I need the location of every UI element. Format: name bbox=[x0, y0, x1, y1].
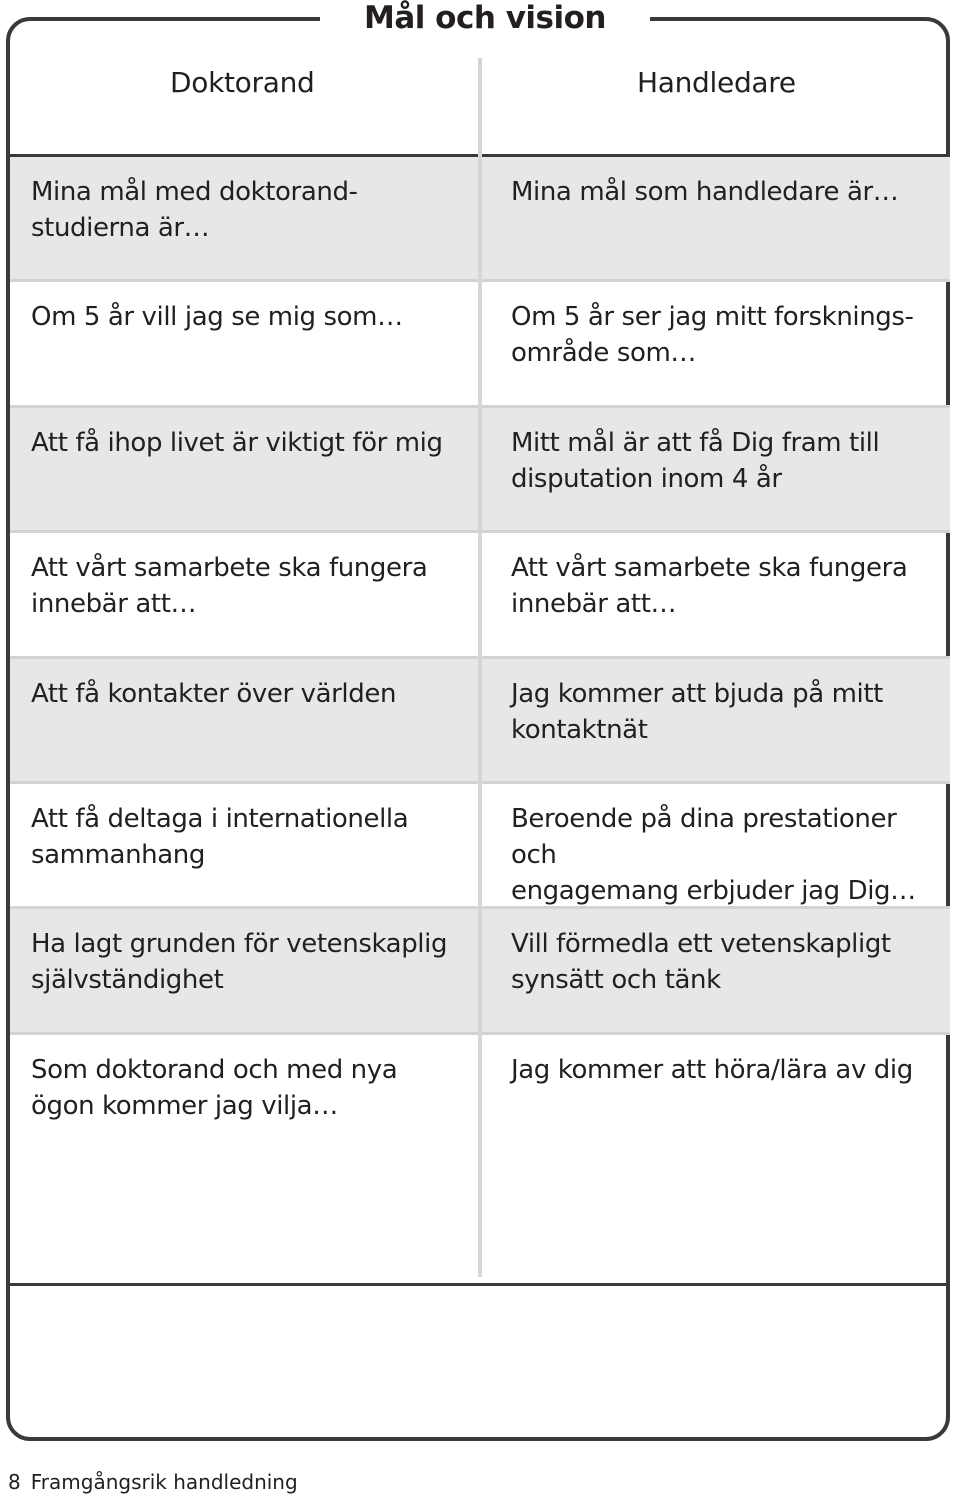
page-footer bbox=[8, 1470, 298, 1494]
column-header-doktorand: Doktorand bbox=[170, 66, 315, 99]
handledare-cell: Att vårt samarbete ska fungera innebär att… bbox=[511, 553, 908, 620]
column-divider bbox=[478, 58, 482, 1277]
doktorand-cell: Att få ihop livet är viktigt för mig bbox=[10, 408, 478, 530]
doktorand-cell: Att få kontakter över världen bbox=[10, 659, 478, 781]
handledare-cell: Beroende på dina prestationer och engagemang erbjuder jag Dig… bbox=[511, 803, 916, 906]
doktorand-cell: Att vårt samarbete ska fungera innebär att… bbox=[31, 553, 428, 620]
column-header-handledare: Handledare bbox=[637, 66, 796, 99]
handledare-cell: Mitt mål är att få Dig fram till disputation inom 4 år bbox=[482, 408, 950, 530]
handledare-cell: Vill förmedla ett vetenskapligt synsätt och tänk bbox=[482, 909, 950, 1031]
doktorand-cell: Som doktorand och med nya ögon kommer jag vilja… bbox=[31, 1054, 398, 1121]
doktorand-cell: Att få deltaga i internationella sammanhang bbox=[31, 803, 409, 870]
page-number: 8 bbox=[8, 1470, 21, 1494]
handledare-cell: Jag kommer att bjuda på mitt kontaktnät bbox=[482, 659, 950, 781]
doktorand-cell: Ha lagt grunden för vetenskaplig självständighet bbox=[10, 909, 478, 1031]
doktorand-cell: Om 5 år vill jag se mig som… bbox=[31, 302, 403, 333]
page-title: Mål och vision bbox=[320, 0, 650, 36]
doktorand-cell: Mina mål med doktorand- studierna är… bbox=[10, 157, 478, 279]
footer-text: Framgångsrik handledning bbox=[30, 1470, 298, 1494]
handledare-cell: Om 5 år ser jag mitt forsknings- område som… bbox=[511, 302, 914, 369]
handledare-cell: Jag kommer att höra/lära av dig bbox=[511, 1054, 913, 1085]
handledare-cell: Mina mål som handledare är… bbox=[482, 157, 950, 279]
